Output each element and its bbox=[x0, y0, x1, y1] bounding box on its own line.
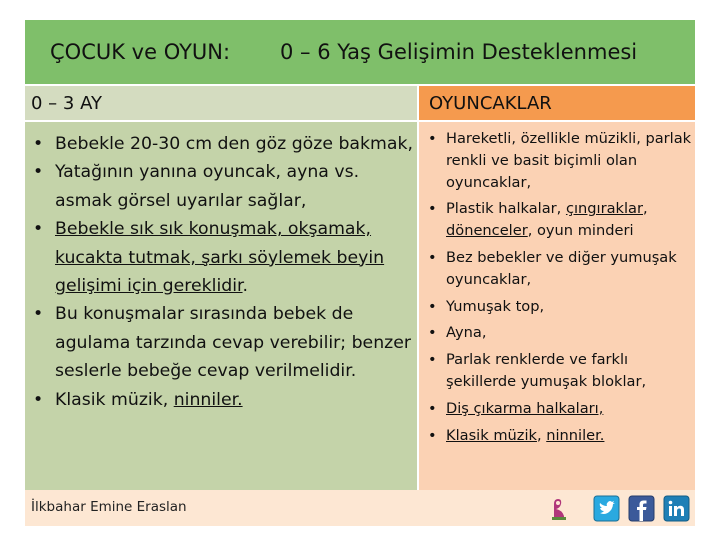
list-item bbox=[425, 296, 693, 318]
left-column bbox=[25, 122, 417, 490]
list-item bbox=[425, 322, 693, 344]
left-bullet-list bbox=[31, 130, 415, 414]
underlined-text: ninniler. bbox=[546, 426, 605, 444]
item-text: Bez bebekler ve diğer yumuşak oyuncaklar, bbox=[446, 248, 677, 288]
linkedin-icon[interactable] bbox=[663, 495, 690, 522]
title-right: 0 – 6 Yaş Gelişimin Desteklenmesi bbox=[280, 40, 638, 64]
underlined-text: çıngıraklar bbox=[565, 200, 643, 218]
underlined-text: ninniler. bbox=[173, 389, 243, 410]
list-item bbox=[425, 398, 693, 420]
underlined-text: Diş çıkarma halkaları, bbox=[446, 399, 604, 417]
list-item bbox=[425, 128, 693, 193]
item-text: Plastik halkalar, bbox=[446, 200, 566, 218]
list-item bbox=[425, 349, 693, 393]
title-left: ÇOCUK ve OYUN: bbox=[50, 40, 231, 64]
item-text: , bbox=[642, 200, 648, 218]
right-column bbox=[419, 122, 695, 490]
list-item bbox=[31, 215, 415, 300]
list-item bbox=[31, 130, 415, 158]
logo-icon bbox=[545, 495, 572, 522]
title-bar bbox=[25, 20, 695, 84]
underlined-text: dönenceler bbox=[446, 222, 528, 240]
list-item bbox=[31, 386, 415, 414]
item-text: Klasik müzik, bbox=[55, 389, 174, 410]
item-text: , oyun minderi bbox=[527, 222, 634, 240]
list-item bbox=[425, 247, 693, 291]
item-text: Yumuşak top, bbox=[446, 297, 545, 315]
right-bullet-list bbox=[425, 128, 693, 451]
list-item bbox=[425, 198, 693, 242]
item-text: Bebekle 20-30 cm den göz göze bakmak, bbox=[55, 134, 413, 154]
right-column-header bbox=[419, 86, 695, 120]
item-text: , bbox=[536, 426, 547, 444]
twitter-icon[interactable] bbox=[593, 495, 620, 522]
left-header-label: 0 – 3 AY bbox=[31, 92, 102, 114]
list-item bbox=[31, 158, 415, 215]
left-column-header bbox=[25, 86, 417, 120]
right-header-label: OYUNCAKLAR bbox=[429, 92, 552, 114]
underlined-text: Bebekle sık sık konuşmak, okşamak, kucakta tutmak, şarkı söylemek beyin gelişimi için gereklidir bbox=[55, 219, 385, 297]
footer bbox=[25, 490, 695, 526]
list-item bbox=[425, 425, 693, 447]
item-text: Bu konuşmalar sırasında bebek de agulama tarzında cevap verebilir; benzer seslerle bebeğe cevap verilmelidir. bbox=[55, 304, 411, 382]
facebook-icon[interactable] bbox=[628, 495, 655, 522]
item-text: Ayna, bbox=[446, 324, 487, 342]
item-text: Yatağının yanına oyuncak, ayna vs. asmak görsel uyarılar sağlar, bbox=[55, 162, 360, 211]
list-item bbox=[31, 300, 415, 385]
underlined-text: Klasik müzik bbox=[446, 426, 537, 444]
author-name: İlkbahar Emine Eraslan bbox=[31, 499, 187, 515]
item-text: Hareketli, özellikle müzikli, parlak renkli ve basit biçimli olan oyuncaklar, bbox=[446, 130, 692, 191]
item-text: . bbox=[242, 276, 249, 297]
item-text: Parlak renklerde ve farklı şekillerde yumuşak bloklar, bbox=[446, 351, 647, 390]
